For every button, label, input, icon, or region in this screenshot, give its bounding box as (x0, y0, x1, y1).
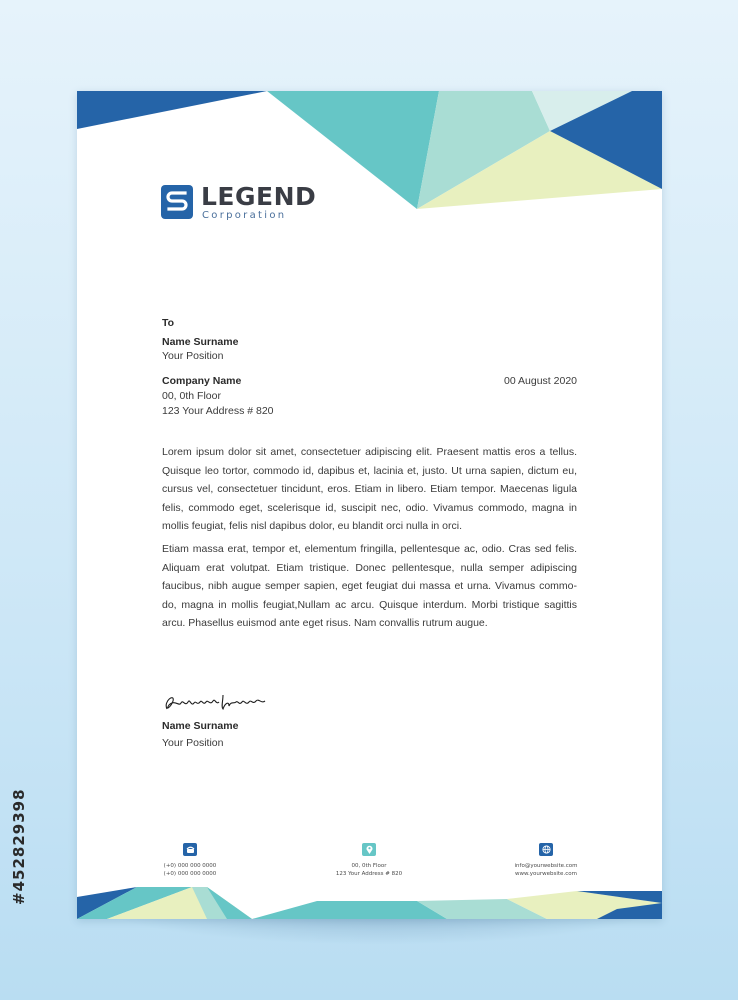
stock-id-label: #452829398 (10, 788, 28, 905)
footer-decoration (77, 887, 662, 919)
signer-name: Name Surname (162, 720, 239, 732)
signer-position: Your Position (162, 737, 224, 749)
footer-phone (135, 843, 245, 878)
address-line-1: 00, 0th Floor (162, 390, 221, 402)
address-line-2: 123 Your Address # 820 (162, 405, 274, 417)
company-logo (161, 182, 317, 223)
footer-address-line-1: 00, 0th Floor (351, 863, 387, 869)
letterhead-page (77, 91, 662, 919)
footer-website: www.yourwebsite.com (515, 871, 577, 877)
to-label: To (162, 317, 175, 329)
body-paragraph-2: Etiam massa erat, tempor et, elementum fringilla, pellentesque ac, odio. Cras sed felis. Aliquam erat volutpat. Etiam tristique. Donec pellentesque, nulla semper adipiscing faucibus, nibh augue semper sapien, eget feugiat dui massa et urna. Vivamus commo-do, magna in mollis feugiat,Nullam ac arcu. Quisque interdum. Morbi tristique sagittis arcu. Phasellus euismod ante eget risus. Nam convallis rutrum augue. (162, 543, 577, 630)
body-paragraph-1: Lorem ipsum dolor sit amet, consectetuer adipiscing elit. Praesent mattis eros a tellus. Quisque leo tortor, commodo id, dapibus et, lacinia et, justo. Ut urna sapien, dictum eu, cursus vel, consectetuer tincidunt, eros. Etiam in libero. Etiam tempor. Maecenas ligula felis, commodo eget, scelerisque id, suscipit nec, odio. Vivamus commodo, magna in mollis feugiat, felis nisl dapibus dolor, eu blandit orci nulla in orci. (162, 446, 577, 533)
globe-icon (539, 843, 553, 856)
recipient-position: Your Position (162, 350, 224, 362)
footer-phone-line-1: (+0) 000 000 0000 (163, 863, 217, 869)
handwritten-signature (161, 689, 271, 715)
logo-subtitle: Corporation (202, 210, 287, 221)
footer-teal-center-shape (252, 901, 447, 919)
footer-address (314, 843, 424, 878)
location-pin-icon (362, 843, 376, 856)
phone-icon (183, 843, 197, 856)
footer-web (491, 843, 601, 878)
header-navy-left-shape (77, 91, 267, 129)
letter-date: 00 August 2020 (504, 375, 577, 387)
company-name: Company Name (162, 375, 242, 387)
recipient-name: Name Surname (162, 336, 239, 348)
footer-address-line-2: 123 Your Address # 820 (335, 871, 403, 877)
logo-s-icon (161, 185, 193, 219)
footer-email: info@yourwebsite.com (514, 863, 578, 869)
logo-name: LEGEND (201, 182, 317, 211)
footer-phone-line-2: (+0) 000 000 0000 (163, 871, 217, 877)
